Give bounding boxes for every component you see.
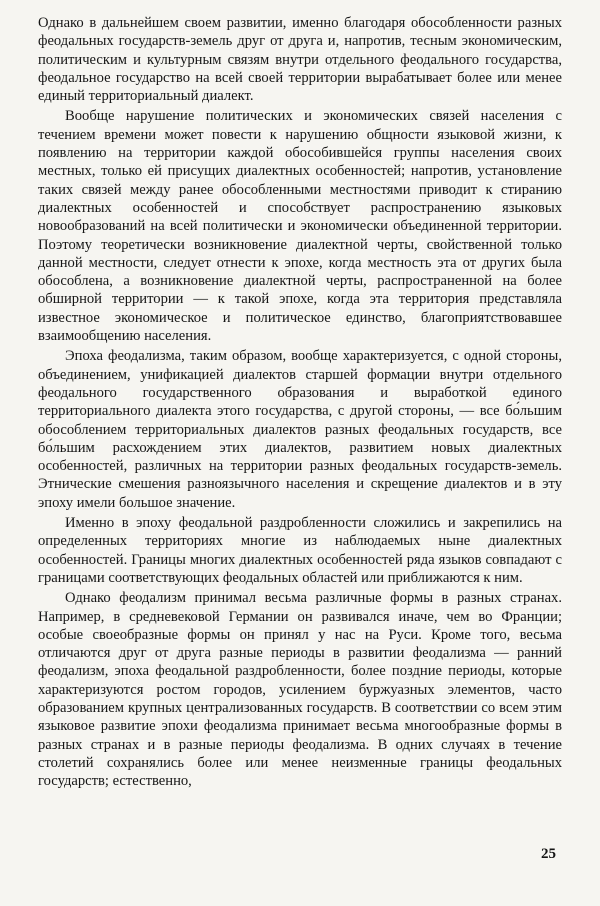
page-number: 25 [541, 846, 556, 862]
paragraph-2: Вообще нарушение политических и экономических связей населения с течением времени может повести к нарушению общности языковой жизни, к появлению на территории каждой обособившейся группы населения своих местных, только ей присущих диалектных особенностей; напротив, установление таких связей между ранее обособленными местностями приводит к стиранию диалектных особенностей и способствует распространению языковых новообразований на всей политически и экономически объединенной территории. Поэтому теоретически возникновение диалектной черты, свойственной только данной местности, следует отнести к эпохе, когда местность эта от других была обособлена, а возникновение диалектной черты, распространенной на более обширной территории — к такой эпохе, когда эта территория представляла известное экономическое и политическое единство, благоприятствовавшее взаимообщению населения. [38, 108, 562, 345]
paragraph-3: Эпоха феодализма, таким образом, вообще характеризуется, с одной стороны, объединением, унификацией диалектов старшей формации внутри отдельного феодального государственного образования и выработкой единого территориального диалекта этого государства, с другой стороны, — все бо́льшим обособлением территориальных диалектов разных феодальных государств, все бо́льшим расхождением этих диалектов, развитием новых диалектных особенностей, различных на территории разных феодальных государств-земель. Этнические смешения разноязычного населения и скрещение диалектов и в эту эпоху имели большое значение. [38, 348, 562, 511]
paragraph-5: Однако феодализм принимал весьма различные формы в разных странах. Например, в средневековой Германии он развивался иначе, чем во Франции; особые своеобразные формы он принял у нас на Руси. Кроме того, весьма отличаются друг от друга разные периоды в развитии феодализма — ранний феодализм, эпоха феодальной раздробленности, более поздние периоды, которые характеризуются ростом городов, усилением буржуазных элементов, часто образованием крупных централизованных государств. В соответствии со всем этим языковое развитие эпохи феодализма принимает весьма многообразные формы в разных странах и в разные периоды феодализма. В одних случаях в течение столетий сохранялись более или менее неизменные границы феодальных государств; естественно, [38, 590, 562, 790]
paragraph-4: Именно в эпоху феодальной раздробленности сложились и закрепились на определенных территориях многие из наблюдаемых ныне диалектных особенностей. Границы многих диалектных особенностей ряда языков совпадают с границами соответствующих феодальных областей или приближаются к ним. [38, 515, 562, 586]
paragraph-1: Однако в дальнейшем своем развитии, именно благодаря обособленности разных феодальных государств-земель друг от друга и, напротив, тесным экономическим, политическим и культурным связям внутри отдельного феодального государства, феодальное государство на всей своей территории вырабатывает более или менее единый территориальный диалект. [38, 15, 562, 105]
